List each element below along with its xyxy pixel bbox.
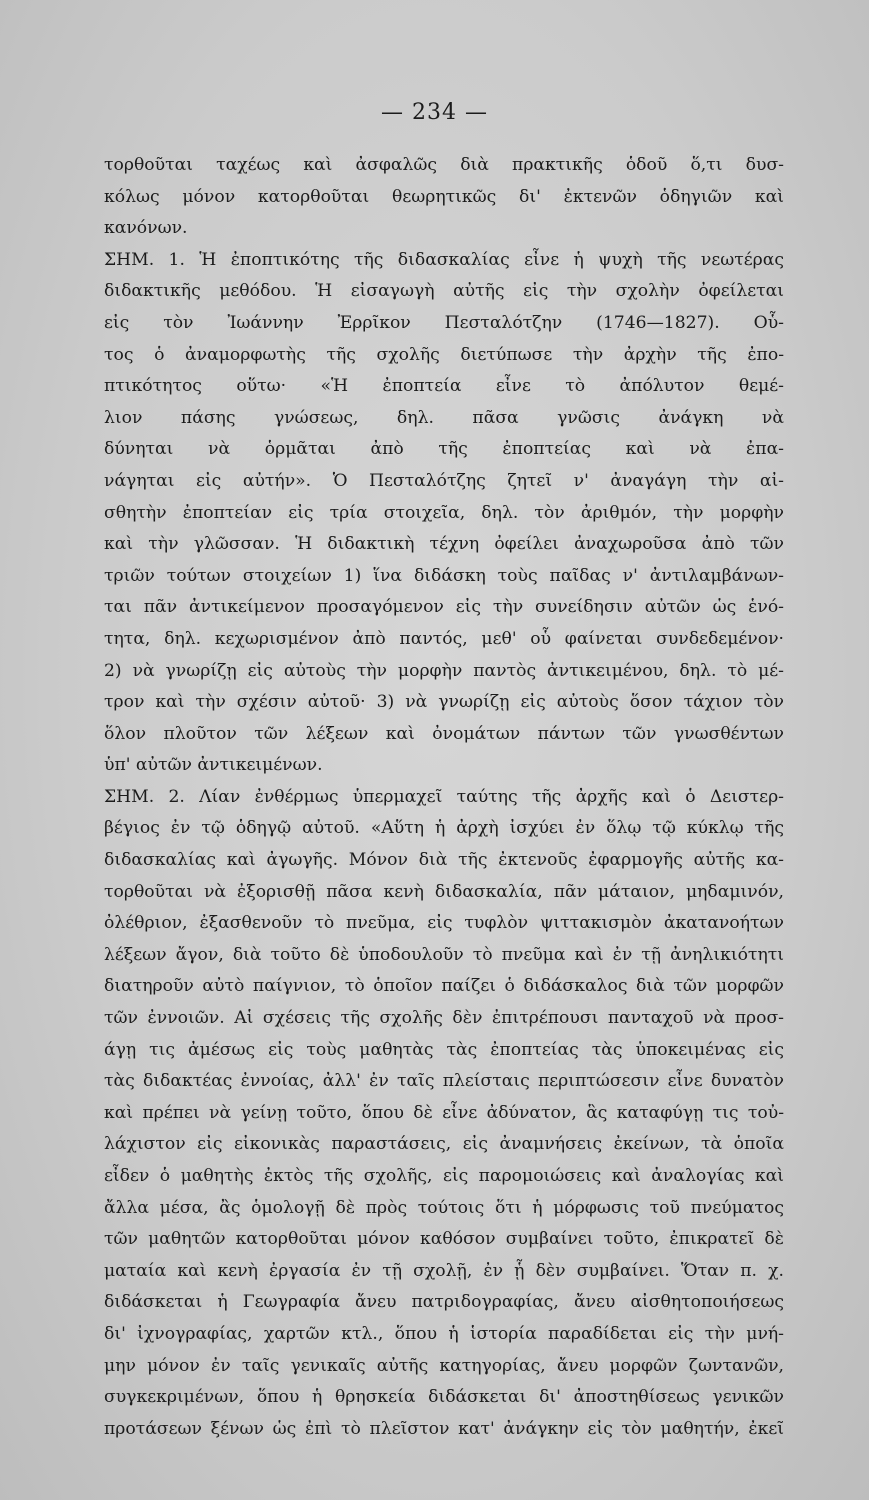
text-line: λέξεων ἄγον, διὰ τοῦτο δὲ ὑποδουλοῦν τὸ πνεῦμα καὶ ἐν τῇ ἀνηλικιότητι xyxy=(104,944,784,965)
text-line: ὅλον πλοῦτον τῶν λέξεων καὶ ὀνομάτων πάντων τῶν γνωσθέντων xyxy=(104,723,784,744)
text-line: νάγηται εἰς αὐτήν». Ὁ Πεσταλότζης ζητεῖ ν' ἀναγάγη τὴν αἰ- xyxy=(104,470,784,491)
text-line: δύνηται νὰ ὁρμᾶται ἀπὸ τῆς ἐποπτείας καὶ νὰ ἐπα- xyxy=(104,439,784,460)
text-line: τος ὁ ἀναμορφωτὴς τῆς σχολῆς διετύπωσε τὴν ἀρχὴν τῆς ἐπο- xyxy=(104,344,784,365)
text-line: σθητὴν ἐποπτείαν εἰς τρία στοιχεῖα, δηλ. τὸν ἀριθμόν, τὴν μορφὴν xyxy=(104,502,784,523)
text-line: διδάσκεται ἡ Γεωγραφία ἄνευ πατριδογραφίας, ἄνευ αἰσθητοποιήσεως xyxy=(104,1292,784,1313)
text-line: βέγιος ἐν τῷ ὁδηγῷ αὐτοῦ. «Αὕτη ἡ ἀρχὴ ἰσχύει ἐν ὅλῳ τῷ κύκλῳ τῆς xyxy=(104,818,784,839)
text-line: τὰς διδακτέας ἐννοίας, ἀλλ' ἐν ταῖς πλείσταις περιπτώσεσιν εἶνε δυνατὸν xyxy=(104,1071,784,1092)
text-line: ται πᾶν ἀντικείμενον προσαγόμενον εἰς τὴν συνείδησιν αὐτῶν ὡς ἑνό- xyxy=(104,597,784,618)
text-line: τρον καὶ τὴν σχέσιν αὐτοῦ· 3) νὰ γνωρίζῃ εἰς αὐτοὺς ὅσον τάχιον τὸν xyxy=(104,692,784,713)
text-line: ἄλλα μέσα, ἂς ὁμολογῇ δὲ πρὸς τούτοις ὅτι ἡ μόρφωσις τοῦ πνεύματος xyxy=(104,1197,784,1218)
text-line: καὶ τὴν γλῶσσαν. Ἡ διδακτικὴ τέχνη ὀφείλει ἀναχωροῦσα ἀπὸ τῶν xyxy=(104,534,784,555)
text-line: μην μόνον ἐν ταῖς γενικαῖς αὐτῆς κατηγορίας, ἄνευ μορφῶν ζωντανῶν, xyxy=(104,1355,784,1376)
text-line: τορθοῦται νὰ ἐξορισθῇ πᾶσα κενὴ διδασκαλία, πᾶν μάταιον, μηδαμινόν, xyxy=(104,881,784,902)
text-line: συγκεκριμένων, ὅπου ἡ θρησκεία διδάσκεται δι' ἀποστηθίσεως γενικῶν xyxy=(104,1387,784,1408)
text-line: δι' ἰχνογραφίας, χαρτῶν κτλ., ὅπου ἡ ἱστορία παραδίδεται εἰς τὴν μνή- xyxy=(104,1323,784,1344)
text-line: άγῃ τις ἀμέσως εἰς τοὺς μαθητὰς τὰς ἐποπτείας τὰς ὑποκειμένας εἰς xyxy=(104,1039,784,1060)
text-line: ΣΗΜ. 1. Ἡ ἐποπτικότης τῆς διδασκαλίας εἶνε ἡ ψυχὴ τῆς νεωτέρας xyxy=(104,249,784,270)
text-line: τῶν μαθητῶν κατορθοῦται μόνον καθόσον συμβαίνει τοῦτο, ἐπικρατεῖ δὲ xyxy=(104,1229,784,1250)
body-text xyxy=(104,150,784,1445)
page-number: — 234 — xyxy=(381,100,488,125)
text-line: τῶν ἐννοιῶν. Αἱ σχέσεις τῆς σχολῆς δὲν ἐπιτρέπουσι πανταχοῦ νὰ προσ- xyxy=(104,1008,784,1029)
text-line: ΣΗΜ. 2. Λίαν ἐνθέρμως ὑπερμαχεῖ ταύτης τῆς ἀρχῆς καὶ ὁ Δειστερ- xyxy=(104,786,784,807)
text-line: προτάσεων ξένων ὡς ἐπὶ τὸ πλεῖστον κατ' ἀνάγκην εἰς τὸν μαθητήν, ἐκεῖ xyxy=(104,1418,784,1439)
text-line: ὑπ' αὐτῶν ἀντικειμένων. xyxy=(104,755,323,776)
text-line: λιον πάσης γνώσεως, δηλ. πᾶσα γνῶσις ἀνάγκη νὰ xyxy=(104,407,784,428)
text-line: διατηροῦν αὐτὸ παίγνιον, τὸ ὁποῖον παίζει ὁ διδάσκαλος διὰ τῶν μορφῶν xyxy=(104,976,784,997)
text-line: λάχιστον εἰς εἰκονικὰς παραστάσεις, εἰς ἀναμνήσεις ἐκείνων, τὰ ὁποῖα xyxy=(104,1134,784,1155)
text-line: εἶδεν ὁ μαθητὴς ἐκτὸς τῆς σχολῆς, εἰς παρομοιώσεις καὶ ἀναλογίας καὶ xyxy=(104,1166,784,1186)
text-line: εἰς τὸν Ἰωάννην Ἐρρῖκον Πεσταλότζην (1746—1827). Οὗ- xyxy=(104,312,784,333)
text-line: τητα, δηλ. κεχωρισμένον ἀπὸ παντός, μεθ' οὗ φαίνεται συνδεδεμένον· xyxy=(104,628,784,649)
text-line: πτικότητος οὕτω· «Ἡ ἐποπτεία εἶνε τὸ ἀπόλυτον θεμέ- xyxy=(104,376,784,397)
text-line: διδακτικῆς μεθόδου. Ἡ εἰσαγωγὴ αὐτῆς εἰς τὴν σχολὴν ὀφείλεται xyxy=(104,281,784,302)
text-line: κανόνων. xyxy=(104,218,188,239)
text-line: ὀλέθριον, ἐξασθενοῦν τὸ πνεῦμα, εἰς τυφλὸν ψιττακισμὸν ἀκατανοήτων xyxy=(104,913,784,934)
text-line: καὶ πρέπει νὰ γείνῃ τοῦτο, ὅπου δὲ εἶνε ἀδύνατον, ἃς καταφύγῃ τις τοὐ- xyxy=(104,1102,784,1123)
text-line: 2) νὰ γνωρίζῃ εἰς αὐτοὺς τὴν μορφὴν παντὸς ἀντικειμένου, δηλ. τὸ μέ- xyxy=(104,660,784,681)
text-line: τριῶν τούτων στοιχείων 1) ἵνα διδάσκη τοὺς παῖδας ν' ἀντιλαμβάνων- xyxy=(104,565,784,586)
text-line: κόλως μόνον κατορθοῦται θεωρητικῶς δι' ἐκτενῶν ὁδηγιῶν καὶ xyxy=(104,186,784,207)
text-line: τορθοῦται ταχέως καὶ ἀσφαλῶς διὰ πρακτικῆς ὁδοῦ ὅ,τι δυσ- xyxy=(104,155,784,175)
text-line: ματαία καὶ κενὴ ἐργασία ἐν τῇ σχολῇ, ἐν ᾗ δὲν συμβαίνει. Ὅταν π. χ. xyxy=(104,1260,784,1281)
text-line: διδασκαλίας καὶ ἀγωγῆς. Μόνον διὰ τῆς ἐκτενοῦς ἐφαρμογῆς αὐτῆς κα- xyxy=(104,850,784,871)
